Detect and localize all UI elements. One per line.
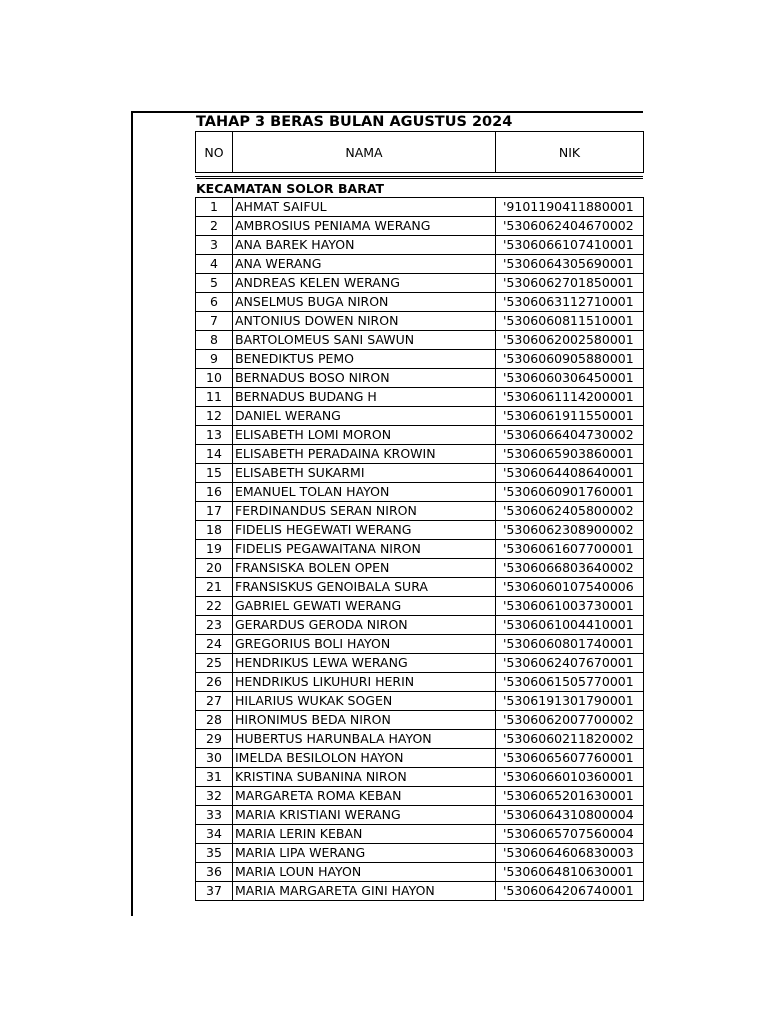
row-number: 30 [196,749,233,768]
table-row [196,635,644,654]
row-number: 23 [196,616,233,635]
row-number: 35 [196,844,233,863]
table-row [196,692,644,711]
table-row [196,730,644,749]
row-name: ANSELMUS BUGA NIRON [233,293,496,312]
row-nik: '5306191301790001 [496,692,644,711]
table-row [196,882,644,901]
row-number: 25 [196,654,233,673]
row-name: IMELDA BESILOLON HAYON [233,749,496,768]
column-header-no: NO [196,132,233,173]
table-row [196,407,644,426]
row-name: HENDRIKUS LIKUHURI HERIN [233,673,496,692]
row-number: 14 [196,445,233,464]
table-row [196,863,644,882]
row-name: GABRIEL GEWATI WERANG [233,597,496,616]
row-name: AHMAT SAIFUL [233,198,496,217]
column-header-nik: NIK [496,132,644,173]
row-name: BERNADUS BOSO NIRON [233,369,496,388]
table-row [196,787,644,806]
table-row [196,806,644,825]
row-nik: '5306060801740001 [496,635,644,654]
row-name: ANA WERANG [233,255,496,274]
row-name: MARIA LIPA WERANG [233,844,496,863]
table-row [196,616,644,635]
row-name: ANA BAREK HAYON [233,236,496,255]
row-nik: '5306064810630001 [496,863,644,882]
row-number: 9 [196,350,233,369]
table-row [196,369,644,388]
row-name: BARTOLOMEUS SANI SAWUN [233,331,496,350]
row-number: 27 [196,692,233,711]
row-name: FIDELIS HEGEWATI WERANG [233,521,496,540]
header-double-rule [195,173,643,177]
row-nik: '5306066404730002 [496,426,644,445]
row-name: ELISABETH PERADAINA KROWIN [233,445,496,464]
row-nik: '5306065607760001 [496,749,644,768]
row-number: 22 [196,597,233,616]
row-nik: '5306063112710001 [496,293,644,312]
row-name: HIRONIMUS BEDA NIRON [233,711,496,730]
row-nik: '5306062405800002 [496,502,644,521]
table-row [196,217,644,236]
recipient-table [195,197,644,901]
row-number: 24 [196,635,233,654]
row-number: 13 [196,426,233,445]
table-row [196,540,644,559]
row-number: 2 [196,217,233,236]
table-row [196,464,644,483]
row-name: GREGORIUS BOLI HAYON [233,635,496,654]
row-nik: '5306065707560004 [496,825,644,844]
row-nik: '5306064606830003 [496,844,644,863]
row-name: ANTONIUS DOWEN NIRON [233,312,496,331]
row-nik: '5306060306450001 [496,369,644,388]
row-name: KRISTINA SUBANINA NIRON [233,768,496,787]
table-row [196,483,644,502]
row-number: 1 [196,198,233,217]
row-number: 10 [196,369,233,388]
row-number: 20 [196,559,233,578]
row-nik: '5306061003730001 [496,597,644,616]
table-row [196,331,644,350]
table-row [196,388,644,407]
row-nik: '5306062407670001 [496,654,644,673]
table-row [196,711,644,730]
table-row [196,502,644,521]
document-title: TAHAP 3 BERAS BULAN AGUSTUS 2024 [196,114,513,130]
table-row [196,255,644,274]
row-nik: '5306061911550001 [496,407,644,426]
row-number: 7 [196,312,233,331]
row-number: 6 [196,293,233,312]
row-number: 19 [196,540,233,559]
table-row [196,521,644,540]
table-row [196,597,644,616]
row-number: 36 [196,863,233,882]
row-nik: '5306062308900002 [496,521,644,540]
row-nik: '5306061505770001 [496,673,644,692]
row-number: 28 [196,711,233,730]
row-number: 33 [196,806,233,825]
row-name: AMBROSIUS PENIAMA WERANG [233,217,496,236]
row-number: 18 [196,521,233,540]
row-nik: '5306064206740001 [496,882,644,901]
row-nik: '5306066107410001 [496,236,644,255]
table-row [196,198,644,217]
row-nik: '5306060811510001 [496,312,644,331]
table-row [196,236,644,255]
row-nik: '5306066803640002 [496,559,644,578]
row-number: 21 [196,578,233,597]
table-row [196,673,644,692]
row-name: HUBERTUS HARUNBALA HAYON [233,730,496,749]
row-number: 12 [196,407,233,426]
row-nik: '5306062404670002 [496,217,644,236]
row-nik: '5306060905880001 [496,350,644,369]
row-name: MARIA KRISTIANI WERANG [233,806,496,825]
row-nik: '5306060901760001 [496,483,644,502]
row-nik: '5306066010360001 [496,768,644,787]
row-number: 34 [196,825,233,844]
row-number: 11 [196,388,233,407]
row-number: 5 [196,274,233,293]
row-number: 32 [196,787,233,806]
table-row [196,578,644,597]
row-name: GERARDUS GERODA NIRON [233,616,496,635]
row-name: ANDREAS KELEN WERANG [233,274,496,293]
table-row [196,350,644,369]
row-name: FIDELIS PEGAWAITANA NIRON [233,540,496,559]
row-number: 37 [196,882,233,901]
row-name: MARGARETA ROMA KEBAN [233,787,496,806]
table-row [196,274,644,293]
row-name: ELISABETH LOMI MORON [233,426,496,445]
table-row [196,844,644,863]
row-name: BENEDIKTUS PEMO [233,350,496,369]
row-nik: '5306064310800004 [496,806,644,825]
table-row [196,559,644,578]
row-nik: '5306060107540006 [496,578,644,597]
row-nik: '5306061114200001 [496,388,644,407]
row-nik: '9101190411880001 [496,198,644,217]
section-label: KECAMATAN SOLOR BARAT [196,178,643,197]
row-name: MARIA MARGARETA GINI HAYON [233,882,496,901]
row-number: 26 [196,673,233,692]
row-name: FRANSISKUS GENOIBALA SURA [233,578,496,597]
row-nik: '5306064305690001 [496,255,644,274]
table-row [196,768,644,787]
table-row [196,312,644,331]
row-number: 8 [196,331,233,350]
table-row [196,825,644,844]
column-header-table [195,131,644,173]
row-nik: '5306062007700002 [496,711,644,730]
table-row [196,654,644,673]
row-number: 17 [196,502,233,521]
table-row [196,293,644,312]
row-number: 4 [196,255,233,274]
row-name: FERDINANDUS SERAN NIRON [233,502,496,521]
row-number: 3 [196,236,233,255]
row-name: HILARIUS WUKAK SOGEN [233,692,496,711]
row-nik: '5306062002580001 [496,331,644,350]
row-name: BERNADUS BUDANG H [233,388,496,407]
column-header-row [196,132,644,173]
row-nik: '5306061004410001 [496,616,644,635]
recipient-table-body [196,198,644,901]
row-number: 29 [196,730,233,749]
page-left-border [131,111,133,916]
row-name: MARIA LOUN HAYON [233,863,496,882]
row-name: HENDRIKUS LEWA WERANG [233,654,496,673]
row-name: MARIA LERIN KEBAN [233,825,496,844]
row-nik: '5306062701850001 [496,274,644,293]
row-name: FRANSISKA BOLEN OPEN [233,559,496,578]
row-number: 15 [196,464,233,483]
row-nik: '5306061607700001 [496,540,644,559]
row-nik: '5306065903860001 [496,445,644,464]
row-name: DANIEL WERANG [233,407,496,426]
row-name: ELISABETH SUKARMI [233,464,496,483]
row-number: 16 [196,483,233,502]
table-row [196,445,644,464]
row-nik: '5306064408640001 [496,464,644,483]
row-number: 31 [196,768,233,787]
table-row [196,749,644,768]
column-header-nama: NAMA [233,132,496,173]
row-name: EMANUEL TOLAN HAYON [233,483,496,502]
row-nik: '5306060211820002 [496,730,644,749]
row-nik: '5306065201630001 [496,787,644,806]
table-row [196,426,644,445]
